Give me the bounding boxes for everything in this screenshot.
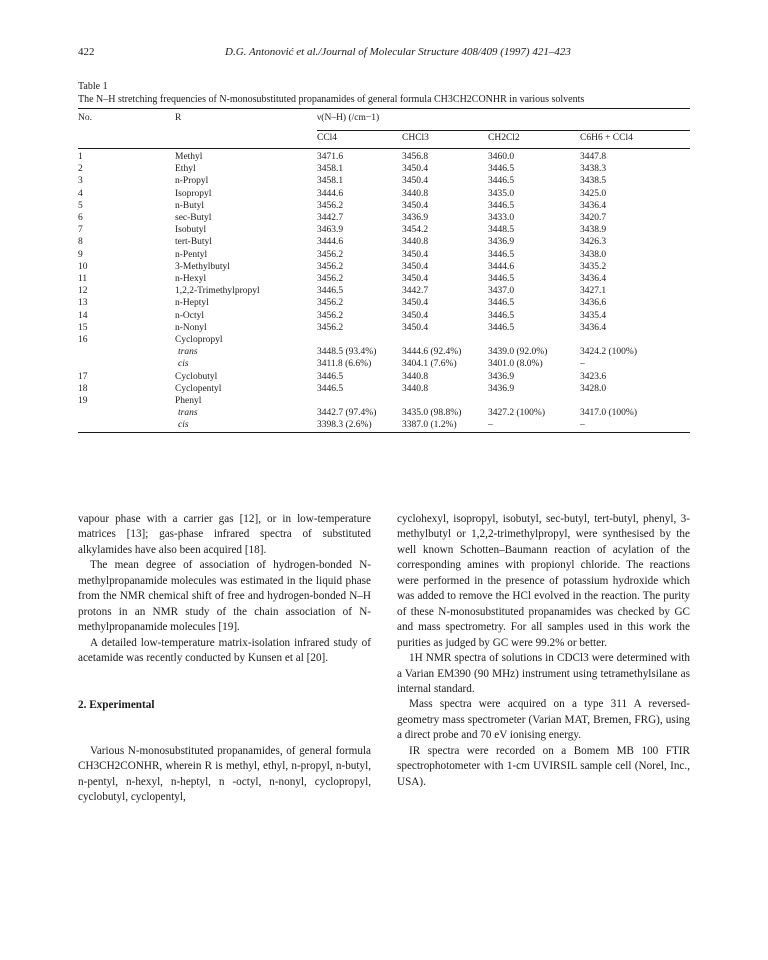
paragraph: Various N-monosubstituted propanamides, of general formula CH3CH2CONHR, wherein R is methyl, ethyl, n-propyl, n-butyl, n-pentyl, n-hexyl, n-heptyl, n -octyl, n-nonyl, cyclopropyl, cyclobutyl, cyclopentyl, xyxy=(78,744,371,804)
table-row xyxy=(78,383,690,395)
frequency-value: 3458.1 xyxy=(317,176,344,187)
substituent-name: 1,2,2-Trimethylpropyl xyxy=(175,286,260,297)
frequency-value: 3424.2 (100%) xyxy=(580,347,637,358)
solvent-header: CH2Cl2 xyxy=(488,131,580,149)
frequency-value: 3463.9 xyxy=(317,225,344,236)
frequency-value: 3456.8 xyxy=(402,152,429,162)
substituent-name: Cyclobutyl xyxy=(175,371,218,382)
substituent-name: cis xyxy=(178,359,189,370)
frequency-value: 3423.6 xyxy=(580,371,607,382)
row-number: 10 xyxy=(78,261,88,272)
row-number: 11 xyxy=(78,274,88,285)
row-number: 1 xyxy=(78,152,83,162)
column-header-frequency: ν(N–H) (/cm−1) xyxy=(317,113,380,123)
table-row xyxy=(78,188,690,200)
frequency-value: 3420.7 xyxy=(580,213,607,224)
frequency-value xyxy=(488,395,580,407)
table-row xyxy=(78,224,690,236)
table-row xyxy=(78,163,690,175)
frequency-value: 3456.2 xyxy=(317,322,344,333)
frequency-value: 3450.4 xyxy=(402,322,429,333)
frequency-value: 3427.1 xyxy=(580,286,607,297)
substituent-name: n-Propyl xyxy=(175,176,209,187)
table-row xyxy=(78,212,690,224)
frequency-value: 3446.5 xyxy=(488,176,515,187)
substituent-name: Isobutyl xyxy=(175,225,207,236)
frequency-value: 3442.7 xyxy=(402,286,429,297)
frequency-value: 3450.4 xyxy=(402,261,429,272)
row-number xyxy=(78,419,175,432)
frequency-value xyxy=(488,334,580,346)
frequency-value: 3436.9 xyxy=(488,371,515,382)
frequency-value: 3471.6 xyxy=(317,152,344,162)
frequency-value: 3440.8 xyxy=(402,383,429,394)
frequency-value xyxy=(580,334,690,346)
frequency-value: 3444.6 xyxy=(488,261,515,272)
table-row xyxy=(78,200,690,212)
frequency-value: 3446.5 xyxy=(488,164,515,175)
table-row xyxy=(78,249,690,261)
frequency-value: 3435.2 xyxy=(580,261,607,272)
running-head: D.G. Antonović et al./Journal of Molecular Structure 408/409 (1997) 421–423 xyxy=(225,46,571,58)
frequency-value: 3446.5 xyxy=(488,200,515,211)
substituent-name: Methyl xyxy=(175,152,203,162)
frequency-value: 3401.0 (8.0%) xyxy=(488,359,543,370)
table-row xyxy=(78,395,690,407)
frequency-value: 3456.2 xyxy=(317,261,344,272)
frequency-value: 3436.4 xyxy=(580,274,607,285)
frequency-value: 3438.9 xyxy=(580,225,607,236)
paragraph: cyclohexyl, isopropyl, isobutyl, sec-butyl, tert-butyl, phenyl, 3-methylbutyl or 1,2,2-trimethylpropyl, were synthesised by the well known Schotten–Baumann reaction of acylation of the corresponding amines with propionyl chloride. The reactions were performed in the presence of potassium hydroxide which was added to remove the HCl evolved in the reaction. The purity of these N-monosubstituted propanamides was checked by GC and mass spectrometry. For all samples used in this work the purities as judged by GC were 99.2% or better. xyxy=(397,513,690,649)
substituent-name: Isopropyl xyxy=(175,188,212,199)
right-column xyxy=(397,512,690,790)
frequency-value: 3439.0 (92.0%) xyxy=(488,347,548,358)
frequency-value: 3446.5 xyxy=(317,383,344,394)
page-number: 422 xyxy=(78,46,95,58)
table-row xyxy=(78,297,690,309)
column-header-r: R xyxy=(175,113,182,123)
frequency-value: 3444.6 (92.4%) xyxy=(402,347,462,358)
substituent-name: Cyclopropyl xyxy=(175,335,223,346)
row-number: 13 xyxy=(78,298,88,309)
frequency-value: 3440.8 xyxy=(402,237,429,248)
frequency-value: 3460.0 xyxy=(488,152,515,162)
frequency-value: 3447.8 xyxy=(580,152,607,162)
frequency-value: 3435.4 xyxy=(580,310,607,321)
frequency-value: – xyxy=(580,420,585,431)
frequency-value: 3438.0 xyxy=(580,249,607,260)
table-block xyxy=(78,81,690,433)
row-number: 3 xyxy=(78,176,83,187)
left-column xyxy=(78,512,371,806)
frequency-value: 3440.8 xyxy=(402,371,429,382)
table-row xyxy=(78,236,690,248)
frequency-value: 3436.9 xyxy=(488,237,515,248)
row-number: 16 xyxy=(78,335,88,346)
frequency-value: 3444.6 xyxy=(317,188,344,199)
frequency-value: 3433.0 xyxy=(488,213,515,224)
frequency-value: 3448.5 xyxy=(488,225,515,236)
paragraph: A detailed low-temperature matrix-isolation infrared study of acetamide was recently conducted by Kunsen et al [20]. xyxy=(78,636,371,665)
substituent-name: trans xyxy=(178,408,198,419)
frequency-value: 3440.8 xyxy=(402,188,429,199)
substituent-name: Cyclopentyl xyxy=(175,383,222,394)
frequency-value: 3436.4 xyxy=(580,322,607,333)
table-row xyxy=(78,285,690,297)
substituent-name: n-Nonyl xyxy=(175,322,207,333)
page-header xyxy=(78,46,690,60)
solvent-header: CCl4 xyxy=(317,131,402,149)
frequency-value: 3450.4 xyxy=(402,298,429,309)
frequency-value: 3450.4 xyxy=(402,200,429,211)
frequency-value: 3427.2 (100%) xyxy=(488,408,545,419)
table-row xyxy=(78,371,690,383)
substituent-name: tert-Butyl xyxy=(175,237,212,248)
frequency-value: 3428.0 xyxy=(580,383,607,394)
table-row xyxy=(78,175,690,187)
row-number xyxy=(78,407,175,419)
frequency-value: 3411.8 (6.6%) xyxy=(317,359,372,370)
row-number: 2 xyxy=(78,164,83,175)
frequency-value: 3436.4 xyxy=(580,200,607,211)
row-number: 7 xyxy=(78,225,83,236)
frequency-value: 3446.5 xyxy=(488,310,515,321)
frequency-value: 3450.4 xyxy=(402,249,429,260)
frequency-value: 3456.2 xyxy=(317,298,344,309)
row-number: 18 xyxy=(78,383,88,394)
row-number: 15 xyxy=(78,322,88,333)
frequency-value: 3456.2 xyxy=(317,274,344,285)
row-number: 12 xyxy=(78,286,88,297)
substituent-name: trans xyxy=(178,347,198,358)
frequency-value: 3456.2 xyxy=(317,310,344,321)
frequency-value: 3417.0 (100%) xyxy=(580,408,637,419)
paragraph: The mean degree of association of hydrogen-bonded N-methylpropanamide molecules was estimated in the liquid phase from the NMR chemical shift of free and hydrogen-bonded N–H protons in an NMR study of the chain association of N-methylpropanamide molecules [19]. xyxy=(78,559,371,634)
frequency-value: 3450.4 xyxy=(402,176,429,187)
frequency-value: 3435.0 (98.8%) xyxy=(402,408,462,419)
substituent-name: n-Pentyl xyxy=(175,249,208,260)
table-row xyxy=(78,407,690,419)
table-row xyxy=(78,358,690,370)
substituent-name: Ethyl xyxy=(175,164,196,175)
row-number: 4 xyxy=(78,188,83,199)
substituent-name: n-Heptyl xyxy=(175,298,209,309)
frequency-value: 3404.1 (7.6%) xyxy=(402,359,457,370)
substituent-name: 3-Methylbutyl xyxy=(175,261,230,272)
frequency-value: 3438.3 xyxy=(580,164,607,175)
frequency-value: 3437.0 xyxy=(488,286,515,297)
frequency-value: 3456.2 xyxy=(317,249,344,260)
table-row xyxy=(78,310,690,322)
section-heading: 2. Experimental xyxy=(78,698,155,711)
frequency-value: 3446.5 xyxy=(317,286,344,297)
frequency-value xyxy=(317,334,402,346)
frequency-value: 3436.6 xyxy=(580,298,607,309)
frequency-value: 3450.4 xyxy=(402,274,429,285)
table-row xyxy=(78,151,690,163)
table-row xyxy=(78,334,690,346)
frequency-value: 3425.0 xyxy=(580,188,607,199)
solvent-header: CHCl3 xyxy=(402,131,488,149)
paragraph: 1H NMR spectra of solutions in CDCl3 were determined with a Varian EM390 (90 MHz) instrument using tetramethylsilane as internal standard. xyxy=(397,652,690,695)
table-row xyxy=(78,273,690,285)
row-number: 19 xyxy=(78,396,88,407)
column-header-no: No. xyxy=(78,113,92,123)
frequency-value: – xyxy=(580,359,585,370)
table-row xyxy=(78,261,690,273)
table-caption: The N–H stretching frequencies of N-monosubstituted propanamides of general formula CH3CH2CONHR in various solvents xyxy=(78,94,585,105)
paragraph: Mass spectra were acquired on a type 311 A reversed-geometry mass spectrometer (Varian MAT, Bremen, FRG), using a direct probe and 70 eV ionising energy. xyxy=(397,698,690,742)
frequency-value: 3446.5 xyxy=(488,298,515,309)
paragraph: IR spectra were recorded on a Bomem MB 100 FTIR spectrophotometer with 1-cm UVIRSIL sample cell (Norel, Inc., USA). xyxy=(397,744,690,788)
table-body xyxy=(78,151,690,432)
frequency-value: 3444.6 xyxy=(317,237,344,248)
row-number xyxy=(78,346,175,358)
frequency-value xyxy=(402,395,488,407)
substituent-name: cis xyxy=(178,420,189,431)
frequency-value: 3387.0 (1.2%) xyxy=(402,420,457,431)
frequency-value: 3446.5 xyxy=(488,274,515,285)
frequency-value: 3438.5 xyxy=(580,176,607,187)
frequency-value: 3442.7 (97.4%) xyxy=(317,408,377,419)
frequency-value: 3442.7 xyxy=(317,213,344,224)
frequency-value xyxy=(402,334,488,346)
substituent-name: n-Butyl xyxy=(175,200,205,211)
frequency-value: 3454.2 xyxy=(402,225,429,236)
frequency-value: 3450.4 xyxy=(402,164,429,175)
frequency-value: 3458.1 xyxy=(317,164,344,175)
frequency-value: 3456.2 xyxy=(317,200,344,211)
table-row xyxy=(78,419,690,432)
row-number: 14 xyxy=(78,310,88,321)
table-row xyxy=(78,322,690,334)
row-number: 9 xyxy=(78,249,83,260)
substituent-name: n-Octyl xyxy=(175,310,205,321)
frequency-value: 3435.0 xyxy=(488,188,515,199)
frequency-value: 3436.9 xyxy=(402,213,429,224)
frequency-value: 3426.3 xyxy=(580,237,607,248)
frequency-value: 3446.5 xyxy=(488,322,515,333)
frequency-value: 3398.3 (2.6%) xyxy=(317,420,372,431)
paragraph: vapour phase with a carrier gas [12], or in low-temperature matrices [13]; gas-phase infrared spectra of substituted alkylamides have also been acquired [18]. xyxy=(78,513,371,556)
substituent-name: sec-Butyl xyxy=(175,213,212,224)
row-number: 17 xyxy=(78,371,88,382)
substituent-name: Phenyl xyxy=(175,396,202,407)
frequency-value: 3446.5 xyxy=(488,249,515,260)
frequency-value xyxy=(580,395,690,407)
frequency-value: 3450.4 xyxy=(402,310,429,321)
row-number: 8 xyxy=(78,237,83,248)
table-row xyxy=(78,346,690,358)
row-number xyxy=(78,358,175,370)
frequency-value: – xyxy=(488,420,493,431)
table-label: Table 1 xyxy=(78,81,108,92)
frequency-value xyxy=(317,395,402,407)
row-number: 5 xyxy=(78,200,83,211)
frequency-value: 3446.5 xyxy=(317,371,344,382)
frequency-table xyxy=(78,109,690,433)
frequency-value: 3436.9 xyxy=(488,383,515,394)
row-number: 6 xyxy=(78,213,83,224)
substituent-name: n-Hexyl xyxy=(175,274,207,285)
frequency-value: 3448.5 (93.4%) xyxy=(317,347,377,358)
solvent-header: C6H6 + CCl4 xyxy=(580,131,690,149)
